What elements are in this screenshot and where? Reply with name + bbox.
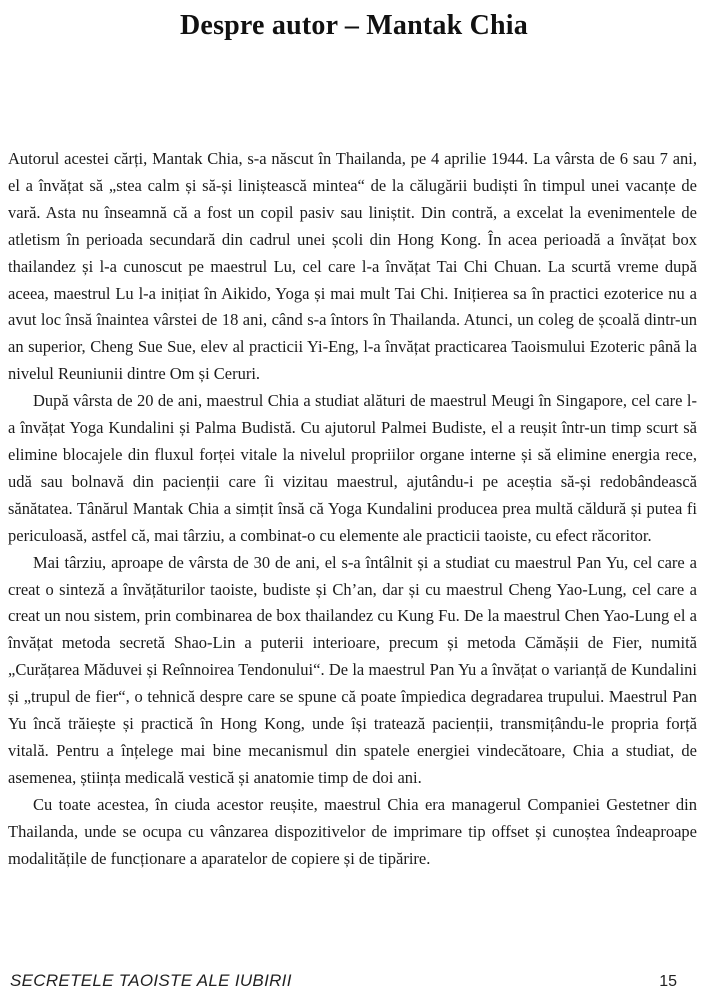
paragraph: Cu toate acestea, în ciuda acestor reușite, maestrul Chia era managerul Companiei Gestetner din Thailanda, unde se ocupa cu vânzarea dispozitivelor de imprimare tip offset și cunoștea îndeaproape modalitățile de funcționare a aparatelor de copiere și de tipărire. [8, 794, 697, 868]
body-text [0, 146, 708, 872]
paragraph: Autorul acestei cărți, Mantak Chia, s-a născut în Thailanda, pe 4 aprilie 1944. La vârsta de 6 sau 7 ani, el a învățat să „stea calm și să-și liniștească mintea“ de la călugării budiști în timpul unei vacanțe de vară. Asta nu înseamnă că a fost un copil pasiv sau liniștit. Din contră, a excelat la evenimentele de atletism în perioada secundară din cadrul unei școli din Hong Kong. În acea perioadă a învățat box thailandez și l-a cunoscut pe maestrul Lu, cel care l-a învățat Tai Chi Chuan. La scurtă vreme după aceea, maestrul Lu l-a inițiat în Aikido, Yoga și mai mult Tai Chi. Inițierea sa în practici ezoterice nu a avut loc însă înaintea vârstei de 18 ani, când s-a întors în Thailanda. Atunci, un coleg de școală dintr-un an superior, Cheng Sue Sue, elev al practicii Yi-Eng, l-a învățat practicarea Taoismului Ezoteric până la nivelul Reuniunii dintre Om și Ceruri. [8, 149, 697, 384]
paragraph: După vârsta de 20 de ani, maestrul Chia a studiat alături de maestrul Meugi în Singapore, cel care l-a învățat Yoga Kundalini și Palma Budistă. Cu ajutorul Palmei Budiste, el a reușit într-un timp scurt să elimine blocajele din fluxul forței vitale la nivelul propriilor organe interne și să elimine energia rece, udă sau bolnavă din pacienții care îi vizitau maestrul, ajutându-i pe aceștia să-și redobândească sănătatea. Tânărul Mantak Chia a simțit însă că Yoga Kundalini producea prea multă căldură și putea fi periculoasă, astfel că, mai târziu, a combinat-o cu elemente ale practicii taoiste, cu efect răcoritor. [8, 391, 697, 545]
paragraph: Mai târziu, aproape de vârsta de 30 de ani, el s-a întâlnit și a studiat cu maestrul Pan Yu, cel care a creat o sinteză a învățăturilor taoiste, budiste și Ch’an, dar și cu maestrul Cheng Yao-Lung, cel care a creat un nou sistem, prin combinarea de box thailandez cu Kung Fu. De la maestrul Chen Yao-Lung el a învățat metoda secretă Shao-Lin a puterii interioare, precum și metoda Cămășii de Fier, numită „Curățarea Măduvei și Reînnoirea Tendonului“. De la maestrul Pan Yu a învățat o varianță de Kundalini și „trupul de fier“, o tehnică despre care se spune că poate împiedica degradarea trupului. Maestrul Pan Yu încă trăiește și practică în Hong Kong, unde își tratează pacienții, transmițându-le propria forță vitală. Pentru a înțelege mai bine mecanismul din spatele energiei vindecătoare, Chia a studiat, de asemenea, știința medicală vestică și anatomie timp de doi ani. [8, 552, 697, 787]
page-number: 15 [659, 973, 677, 990]
page-title: Despre autor – Mantak Chia [180, 10, 528, 41]
running-title: SECRETELE TAOISTE ALE IUBIRII [10, 971, 292, 990]
page-footer [10, 971, 677, 991]
